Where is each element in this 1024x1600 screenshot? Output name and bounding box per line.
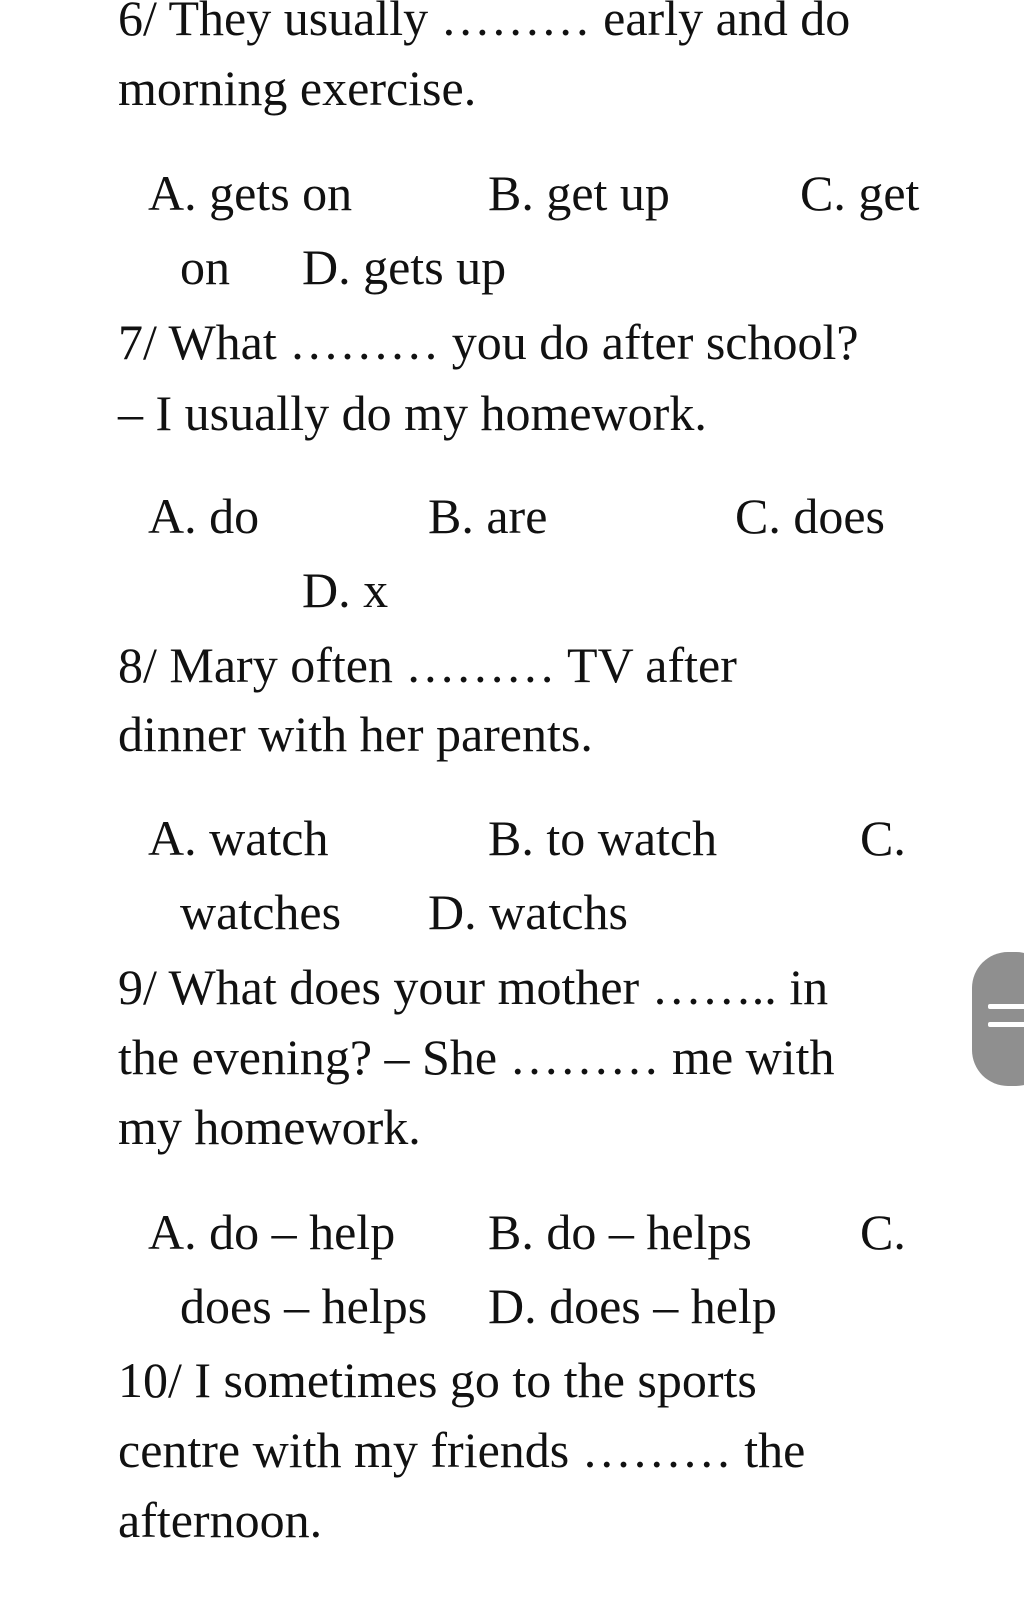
question-9-option-a: A. do – help <box>148 1204 396 1260</box>
question-8-option-b: B. to watch <box>488 810 718 866</box>
question-9-stem-line-3: my homework. <box>118 1099 421 1155</box>
question-7-option-d: D. x <box>302 562 389 618</box>
question-9-option-b: B. do – helps <box>488 1204 752 1260</box>
question-6-option-b: B. get up <box>488 165 670 221</box>
question-9-option-c: C. <box>860 1204 906 1260</box>
question-6-stem-line-2: morning exercise. <box>118 60 477 116</box>
question-6-option-d: D. gets up <box>302 239 507 295</box>
question-9-option-d: D. does – help <box>488 1278 777 1334</box>
question-8-stem-line-2: dinner with her parents. <box>118 706 593 762</box>
question-7-stem-line-1: 7/ What ……… you do after school? <box>118 314 859 370</box>
question-6-option-c-continued: on <box>180 239 230 295</box>
question-10-stem-line-3: afternoon. <box>118 1492 323 1548</box>
question-6-option-c: C. get <box>800 165 920 221</box>
question-8-option-c: C. <box>860 810 906 866</box>
question-8-option-d: D. watchs <box>428 884 628 940</box>
question-7-option-c: C. does <box>735 488 885 544</box>
question-10-stem-line-1: 10/ I sometimes go to the sports <box>118 1352 757 1408</box>
question-7-option-a: A. do <box>148 488 260 544</box>
scroll-handle[interactable] <box>972 952 1024 1086</box>
question-6-stem-line-1: 6/ They usually ……… early and do <box>118 0 851 46</box>
question-7-option-b: B. are <box>428 488 548 544</box>
question-8-stem-line-1: 8/ Mary often ……… TV after <box>118 637 737 693</box>
question-9-stem-line-1: 9/ What does your mother …….. in <box>118 959 829 1015</box>
question-8-option-a: A. watch <box>148 810 329 866</box>
question-10-stem-line-2: centre with my friends ……… the <box>118 1422 806 1478</box>
question-9-stem-line-2: the evening? – She ……… me with <box>118 1029 835 1085</box>
question-8-option-c-continued: watches <box>180 884 342 940</box>
question-7-stem-line-2: – I usually do my homework. <box>118 385 707 441</box>
question-6-option-a: A. gets on <box>148 165 353 221</box>
question-9-option-c-continued: does – helps <box>180 1278 428 1334</box>
